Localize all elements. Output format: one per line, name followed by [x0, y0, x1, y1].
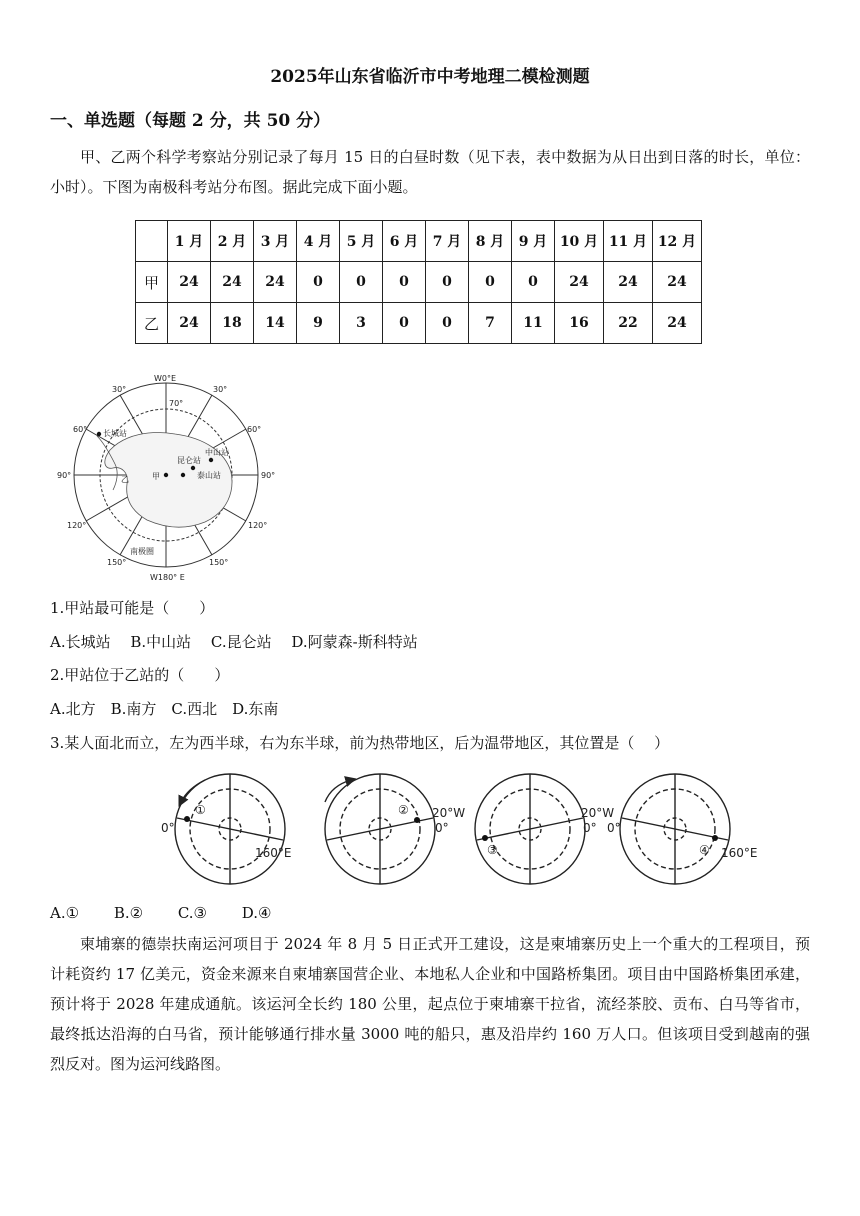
kunlun-station-dot — [181, 473, 185, 477]
table-row-jia — [136, 262, 702, 303]
svg-text:150°: 150° — [209, 558, 229, 567]
value-cell: 0 — [469, 262, 512, 303]
zhongshan-station-dot — [209, 458, 213, 462]
value-cell: 3 — [340, 303, 383, 344]
map-bottom-label: W180° E — [150, 573, 185, 582]
svg-text:30°: 30° — [112, 385, 127, 394]
value-cell: 24 — [168, 303, 211, 344]
marker-1: ① — [195, 803, 206, 817]
value-cell: 22 — [604, 303, 653, 344]
value-cell: 24 — [254, 262, 297, 303]
svg-text:150°: 150° — [107, 558, 127, 567]
month-cell: 3 月 — [254, 221, 297, 262]
changcheng-station-dot — [97, 432, 101, 436]
question-3-stem: 3.某人面北而立，左为西半球，右为东半球，前为热带地区，后为温带地区，其位置是（ ） — [50, 734, 670, 752]
month-cell: 5 月 — [340, 221, 383, 262]
svg-text:30°: 30° — [213, 385, 228, 394]
value-cell: 0 — [340, 262, 383, 303]
yi-label: 乙 — [121, 475, 129, 484]
value-cell: 24 — [653, 303, 702, 344]
taishan-station-dot — [191, 466, 195, 470]
taishan-label: 泰山站 — [197, 471, 221, 480]
svg-text:60°: 60° — [247, 425, 262, 434]
value-cell: 0 — [426, 303, 469, 344]
globe-1-left-label: 0° — [161, 821, 175, 835]
value-cell: 24 — [653, 262, 702, 303]
question-2-stem: 2.甲站位于乙站的（ ） — [50, 666, 230, 684]
globe-1 — [175, 774, 285, 884]
lat-label: 70° — [169, 399, 184, 408]
month-cell: 9 月 — [512, 221, 555, 262]
value-cell: 24 — [555, 262, 604, 303]
question-1-options: A.长城站 B.中山站 C.昆仑站 D.阿蒙森-斯科特站 — [50, 633, 418, 651]
value-cell: 0 — [426, 262, 469, 303]
marker-2: ② — [398, 803, 409, 817]
globe-2-right-top: 20°W — [432, 806, 466, 820]
antarctic-map — [55, 372, 285, 586]
jia-label: 甲 — [152, 472, 160, 481]
value-cell: 14 — [254, 303, 297, 344]
month-cell: 6 月 — [383, 221, 426, 262]
svg-text:90°: 90° — [261, 471, 276, 480]
globe-3 — [475, 774, 585, 884]
marker-4: ④ — [699, 843, 710, 857]
month-cell: 12 月 — [653, 221, 702, 262]
globe-4-left-label: 0° — [607, 821, 621, 835]
map-top-label: W0°E — [154, 374, 177, 383]
globe-1-right-label: 160°E — [255, 846, 292, 860]
globe-4-right-label: 160°E — [721, 846, 758, 860]
row-label: 乙 — [136, 303, 168, 344]
globe-3-right-top: 20°W — [581, 806, 615, 820]
marker-3: ③ — [487, 843, 498, 857]
zhongshan-label: 中山站 — [205, 448, 229, 457]
svg-text:60°: 60° — [73, 425, 88, 434]
value-cell: 16 — [555, 303, 604, 344]
antarctic-circle-label: 南极圈 — [130, 547, 154, 556]
value-cell: 0 — [297, 262, 340, 303]
question-2-options: A.北方 B.南方 C.西北 D.东南 — [50, 700, 279, 718]
value-cell: 24 — [211, 262, 254, 303]
question-3-options: A.① B.② C.③ D.④ — [50, 904, 272, 922]
svg-text:120°: 120° — [248, 521, 268, 530]
value-cell: 0 — [383, 262, 426, 303]
canal-paragraph: 柬埔寨的德崇扶南运河项目于 2024 年 8 月 5 日正式开工建设，这是柬埔寨历史上一个重大的工程项目，预计耗资约 17 亿美元，资金来源来自柬埔寨国营企业、本地私人企业和中国路桥集团。项目由中国路桥集团承建，预计将于 2028 年建成通航。该运河全长约 180 公里，起点位于柬埔寨干拉省，流经茶胶、贡布、白马等省市，最终抵达沿海的白马省，预计能够通行排水量 3000 吨的船只，惠及沿岸约 160 万人口。但该项目受到越南的强烈反对。图为运河线路图。 — [50, 935, 810, 1073]
month-cell: 11 月 — [604, 221, 653, 262]
globe-4 — [620, 774, 730, 884]
value-cell: 9 — [297, 303, 340, 344]
table-header-row — [136, 221, 702, 262]
row-label: 甲 — [136, 262, 168, 303]
svg-text:90°: 90° — [57, 471, 72, 480]
table-row-yi — [136, 303, 702, 344]
globe-3-right-bottom: 0° — [583, 821, 597, 835]
question-1-stem: 1.甲站最可能是（ ） — [50, 599, 215, 617]
value-cell: 18 — [211, 303, 254, 344]
globe-2 — [325, 774, 435, 884]
globe-diagrams — [155, 762, 775, 896]
daylight-table — [135, 220, 702, 344]
page-title: 2025年山东省临沂市中考地理二模检测题 — [270, 67, 590, 87]
month-cell: 10 月 — [555, 221, 604, 262]
value-cell: 24 — [168, 262, 211, 303]
kunlun-label: 昆仑站 — [177, 456, 201, 465]
month-cell: 8 月 — [469, 221, 512, 262]
month-cell: 2 月 — [211, 221, 254, 262]
month-cell: 1 月 — [168, 221, 211, 262]
section-heading: 一、单选题（每题 2 分，共 50 分） — [50, 111, 331, 131]
value-cell: 0 — [512, 262, 555, 303]
svg-text:120°: 120° — [67, 521, 87, 530]
value-cell: 0 — [383, 303, 426, 344]
value-cell: 7 — [469, 303, 512, 344]
jia-station-dot — [164, 473, 168, 477]
value-cell: 24 — [604, 262, 653, 303]
value-cell: 11 — [512, 303, 555, 344]
changcheng-label: 长城站 — [103, 429, 127, 438]
globe-2-right-bottom: 0° — [435, 821, 449, 835]
intro-paragraph: 甲、乙两个科学考察站分别记录了每月 15 日的白昼时数（见下表，表中数据为从日出到日落的时长，单位：小时）。下图为南极科考站分布图。据此完成下面小题。 — [50, 148, 810, 196]
month-cell: 4 月 — [297, 221, 340, 262]
month-cell: 7 月 — [426, 221, 469, 262]
